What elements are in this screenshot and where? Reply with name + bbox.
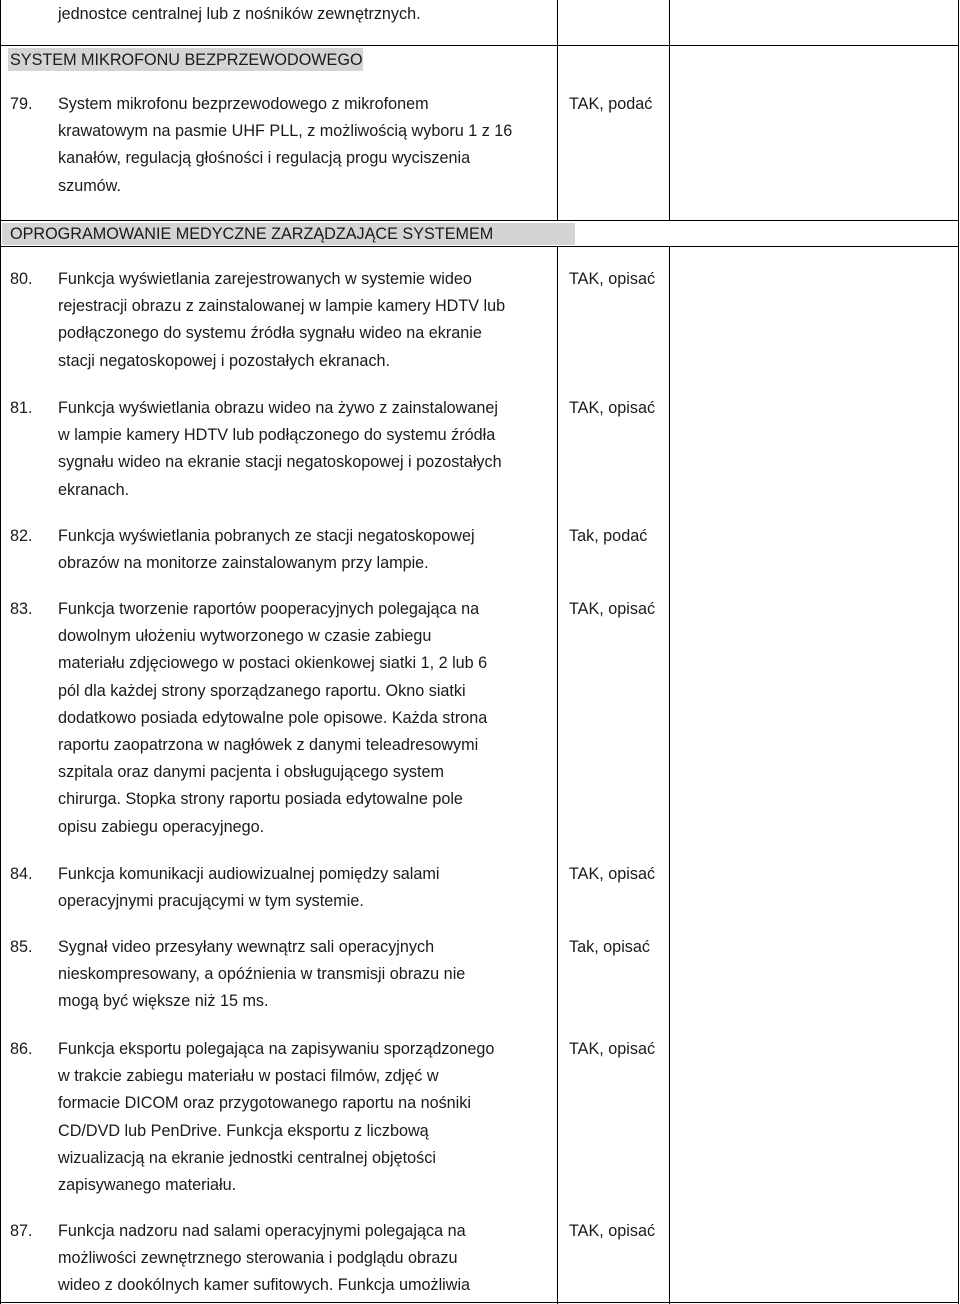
row-divider [0,220,959,221]
description-line: rejestracji obrazu z zainstalowanej w lampie kamery HDTV lub [58,297,506,316]
row-divider [0,45,959,46]
description-line: stacji negatoskopowej i pozostałych ekranach. [58,351,391,370]
item-answer: TAK, opisać [569,600,656,618]
description-line: w lampie kamery HDTV lub podłączonego do systemu źródła [58,426,496,445]
description-line: Funkcja wyświetlania obrazu wideo na żywo z zainstalowanej [58,399,498,417]
description-line: Sygnał video przesyłany wewnątrz sali operacyjnych [58,938,435,956]
column-divider-extra [669,0,670,220]
table-border-bottom [0,1302,959,1303]
column-divider-answer [557,0,558,220]
description-line: formacie DICOM oraz przygotowanego raportu na nośniki [58,1094,471,1113]
item-number: 86. [10,1040,33,1058]
item-answer: TAK, podać [569,95,653,113]
item-number: 82. [10,527,33,545]
description-line: jednostce centralnej lub z nośników zewnętrznych. [58,5,421,23]
description-line: w trakcie zabiegu materiału w postaci filmów, zdjęć w [58,1067,439,1086]
item-answer: TAK, opisać [569,865,656,883]
item-answer: Tak, opisać [569,938,650,956]
description-line: szumów. [58,176,121,195]
item-description [58,934,465,1016]
item-number: 79. [10,95,33,113]
item-answer: TAK, opisać [569,399,656,417]
item-answer: Tak, podać [569,527,648,545]
description-line: dodatkowo posiada edytowalne pole opisowe. Każda strona [58,708,488,727]
item-answer: TAK, opisać [569,1222,656,1240]
row-divider [0,246,959,247]
item-number: 84. [10,865,33,883]
column-divider-extra [669,246,670,1304]
item-description [58,266,505,375]
section-header: SYSTEM MIKROFONU BEZPRZEWODOWEGO [10,51,363,69]
item-description [58,91,512,200]
description-line: raportu zaopatrzona w nagłówek z danymi teleadresowymi [58,736,479,755]
description-line: ekranach. [58,480,130,499]
description-line: podłączonego do systemu źródła sygnału wideo na ekranie [58,324,482,343]
description-line: materiału zdjęciowego w postaci okienkowej siatki 1, 2 lub 6 [58,654,488,673]
description-line: kanałów, regulacją głośności i regulacją progu wyciszenia [58,149,471,168]
description-line: nieskompresowany, a opóźnienia w transmisji obrazu nie [58,965,466,984]
item-description [58,1036,494,1199]
description-line: opisu zabiegu operacyjnego. [58,817,265,836]
table-border-right [958,0,959,1304]
description-line: wizualizacją na ekranie jednostki centralnej objętości [58,1148,436,1167]
item-description [58,596,487,841]
item-number: 87. [10,1222,33,1240]
description-line: sygnału wideo na ekranie stacji negatoskopowej i pozostałych [58,453,502,472]
item-number: 81. [10,399,33,417]
description-line: obrazów na monitorze zainstalowanym przy lampie. [58,554,429,573]
item-description [58,861,439,915]
description-line: dowolnym ułożeniu wytworzonego w czasie zabiegu [58,627,432,646]
item-number: 85. [10,938,33,956]
description-line: możliwości zewnętrznego sterowania i podglądu obrazu [58,1249,458,1268]
description-line: Funkcja tworzenie raportów pooperacyjnych polegająca na [58,600,480,618]
description-line: CD/DVD lub PenDrive. Funkcja eksportu z liczbową [58,1121,429,1140]
item-description [58,1218,470,1300]
column-divider-answer [557,246,558,1304]
description-line: Funkcja nadzoru nad salami operacyjnymi polegająca na [58,1222,466,1240]
item-description [58,395,502,504]
description-line: operacyjnymi pracującymi w tym systemie. [58,892,364,911]
description-line: mogą być większe niż 15 ms. [58,992,269,1011]
section-header: OPROGRAMOWANIE MEDYCZNE ZARZĄDZAJĄCE SYSTEMEM [10,225,494,243]
item-answer: TAK, opisać [569,1040,656,1058]
item-answer: TAK, opisać [569,270,656,288]
description-line: zapisywanego materiału. [58,1176,237,1195]
table-border-left [0,0,1,1304]
item-number: 83. [10,600,33,618]
description-line: Funkcja eksportu polegająca na zapisywaniu sporządzonego [58,1040,495,1058]
item-description [58,523,475,577]
description-line: pól dla każdej strony sporządzanego raportu. Okno siatki [58,681,466,700]
description-line: krawatowym na pasmie UHF PLL, z możliwością wyboru 1 z 16 [58,122,513,141]
description-line: Funkcja wyświetlania pobranych ze stacji negatoskopowej [58,527,475,545]
description-line: wideo z dookólnych kamer sufitowych. Funkcja umożliwia [58,1276,471,1295]
continuation-text [58,1,421,28]
description-line: chirurga. Stopka strony raportu posiada edytowalne pole [58,790,463,809]
description-line: Funkcja komunikacji audiowizualnej pomiędzy salami [58,865,440,883]
description-line: szpitala oraz danymi pacjenta i obsługującego system [58,763,445,782]
item-number: 80. [10,270,33,288]
description-line: Funkcja wyświetlania zarejestrowanych w systemie wideo [58,270,472,288]
description-line: System mikrofonu bezprzewodowego z mikrofonem [58,95,429,113]
